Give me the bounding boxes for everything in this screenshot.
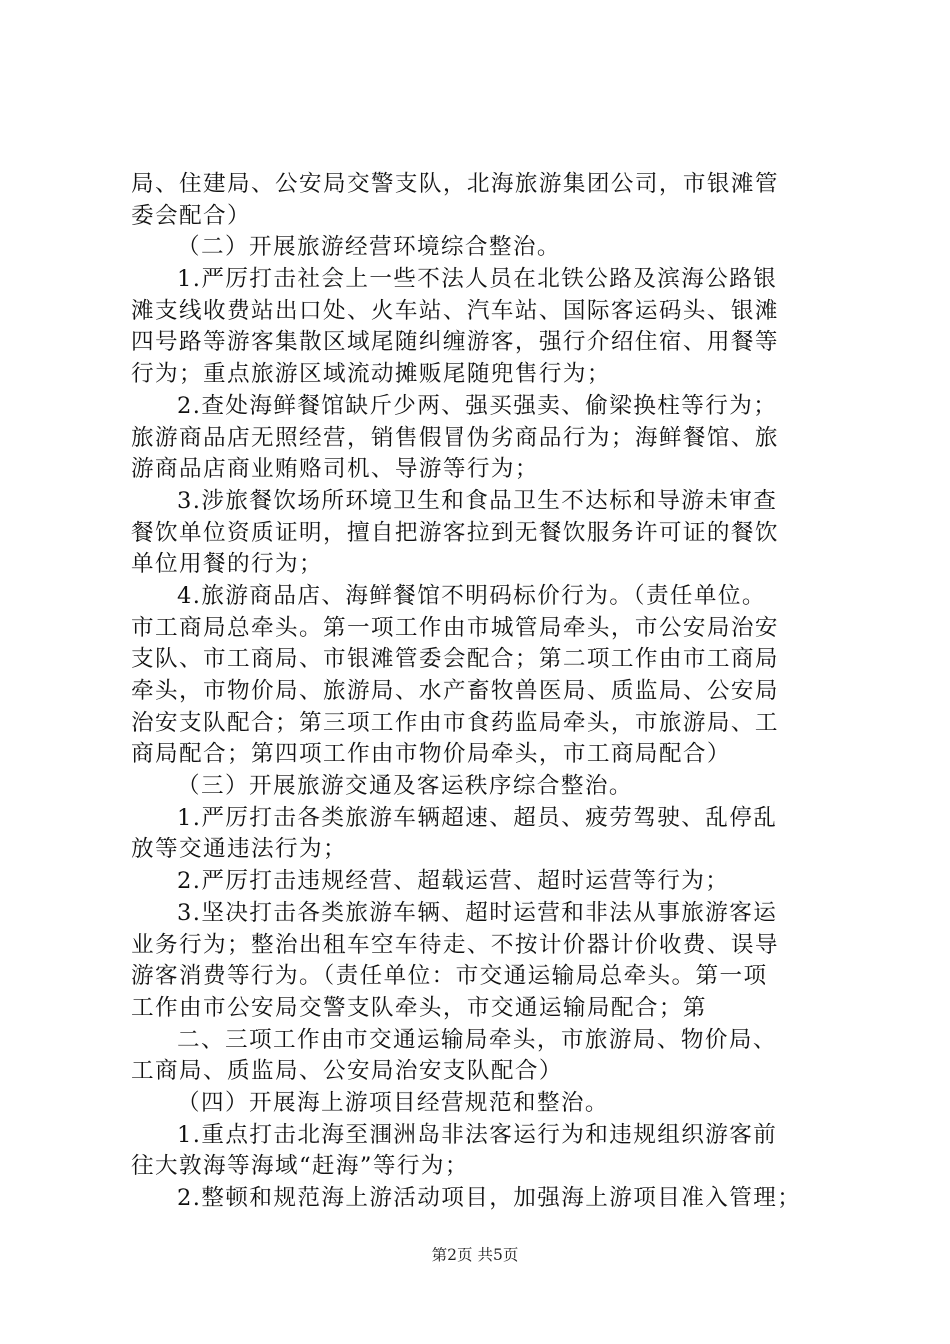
paragraph xyxy=(131,391,831,486)
paragraph xyxy=(131,898,831,1025)
text-line: 1.重点打击北海至涠洲岛非法客运行为和违规组织游客前 xyxy=(177,1121,778,1148)
text-line: 业务行为；整治出租车空车待走、不按计价器计价收费、误导 xyxy=(131,931,779,958)
text-line: 3.坚决打击各类旅游车辆、超时运营和非法从事旅游客运 xyxy=(177,899,778,926)
text-line: 餐饮单位资质证明，擅自把游客拉到无餐饮服务许可证的餐饮 xyxy=(131,519,779,546)
text-line: 委会配合） xyxy=(131,202,251,229)
text-line: 旅游商品店无照经营，销售假冒伪劣商品行为；海鲜餐馆、旅 xyxy=(131,424,779,451)
text-line: 单位用餐的行为； xyxy=(131,551,323,578)
text-line: 游商品店商业贿赂司机、导游等行为； xyxy=(131,456,539,483)
text-line: 工商局、质监局、公安局治安支队配合） xyxy=(131,1058,563,1085)
text-line: 1.严厉打击各类旅游车辆超速、超员、疲劳驾驶、乱停乱 xyxy=(177,804,778,831)
paragraph xyxy=(131,264,831,391)
paragraph xyxy=(131,1120,831,1183)
text-line: 支队、市工商局、市银滩管委会配合；第二项工作由市工商局 xyxy=(131,646,779,673)
text-line: 2.整顿和规范海上游活动项目，加强海上游项目准入管理； xyxy=(177,1185,802,1211)
text-line: （二）开展旅游经营环境综合整治。 xyxy=(177,234,561,261)
paragraph xyxy=(131,866,831,898)
paragraph xyxy=(131,803,831,866)
text-line: 游客消费等行为。（责任单位：市交通运输局总牵头。第一项 xyxy=(131,963,768,990)
text-line: 2.严厉打击违规经营、超载运营、超时运营等行为； xyxy=(177,868,730,895)
paragraph xyxy=(131,169,831,232)
text-line: 四号路等游客集散区域尾随纠缠游客，强行介绍住宿、用餐等 xyxy=(131,329,779,356)
page-footer xyxy=(0,1245,950,1265)
text-line: 治安支队配合；第三项工作由市食药监局牵头，市旅游局、工 xyxy=(131,709,779,736)
text-line: 工作由市公安局交警支队牵头，市交通运输局配合；第 xyxy=(131,994,707,1021)
paragraph xyxy=(131,1025,831,1088)
text-line: 1.严厉打击社会上一些不法人员在北铁公路及滨海公路银 xyxy=(177,266,778,293)
paragraph xyxy=(131,486,831,581)
text-line: 市工商局总牵头。第一项工作由市城管局牵头，市公安局治安 xyxy=(131,614,779,641)
text-line: 2.查处海鲜餐馆缺斤少两、强买强卖、偷梁换柱等行为； xyxy=(177,392,778,419)
text-line: 往大敦海等海域“赶海”等行为； xyxy=(131,1153,469,1180)
text-line: 3.涉旅餐饮场所环境卫生和食品卫生不达标和导游未审查 xyxy=(177,487,778,514)
text-line: 局、住建局、公安局交警支队，北海旅游集团公司，市银滩管 xyxy=(131,171,779,197)
paragraph xyxy=(131,1088,831,1120)
text-line: 商局配合；第四项工作由市物价局牵头，市工商局配合） xyxy=(131,741,731,768)
paragraph xyxy=(131,232,831,264)
text-line: 4.旅游商品店、海鲜餐馆不明码标价行为。（责任单位。 xyxy=(177,582,766,609)
text-line: （四）开展海上游项目经营规范和整治。 xyxy=(177,1089,609,1116)
text-line: 行为；重点旅游区域流动摊贩尾随兜售行为； xyxy=(131,361,611,388)
text-line: 二、三项工作由市交通运输局牵头，市旅游局、物价局、 xyxy=(177,1026,777,1053)
text-line: 牵头，市物价局、旅游局、水产畜牧兽医局、质监局、公安局 xyxy=(131,678,779,704)
document-body xyxy=(131,169,831,1215)
text-line: （三）开展旅游交通及客运秩序综合整治。 xyxy=(177,773,633,800)
paragraph xyxy=(131,581,831,771)
text-line: 放等交通违法行为； xyxy=(131,836,347,863)
page-number: 第2页 共5页 xyxy=(431,1246,519,1264)
paragraph xyxy=(131,771,831,803)
text-line: 滩支线收费站出口处、火车站、汽车站、国际客运码头、银滩 xyxy=(131,297,779,324)
paragraph xyxy=(131,1183,831,1215)
